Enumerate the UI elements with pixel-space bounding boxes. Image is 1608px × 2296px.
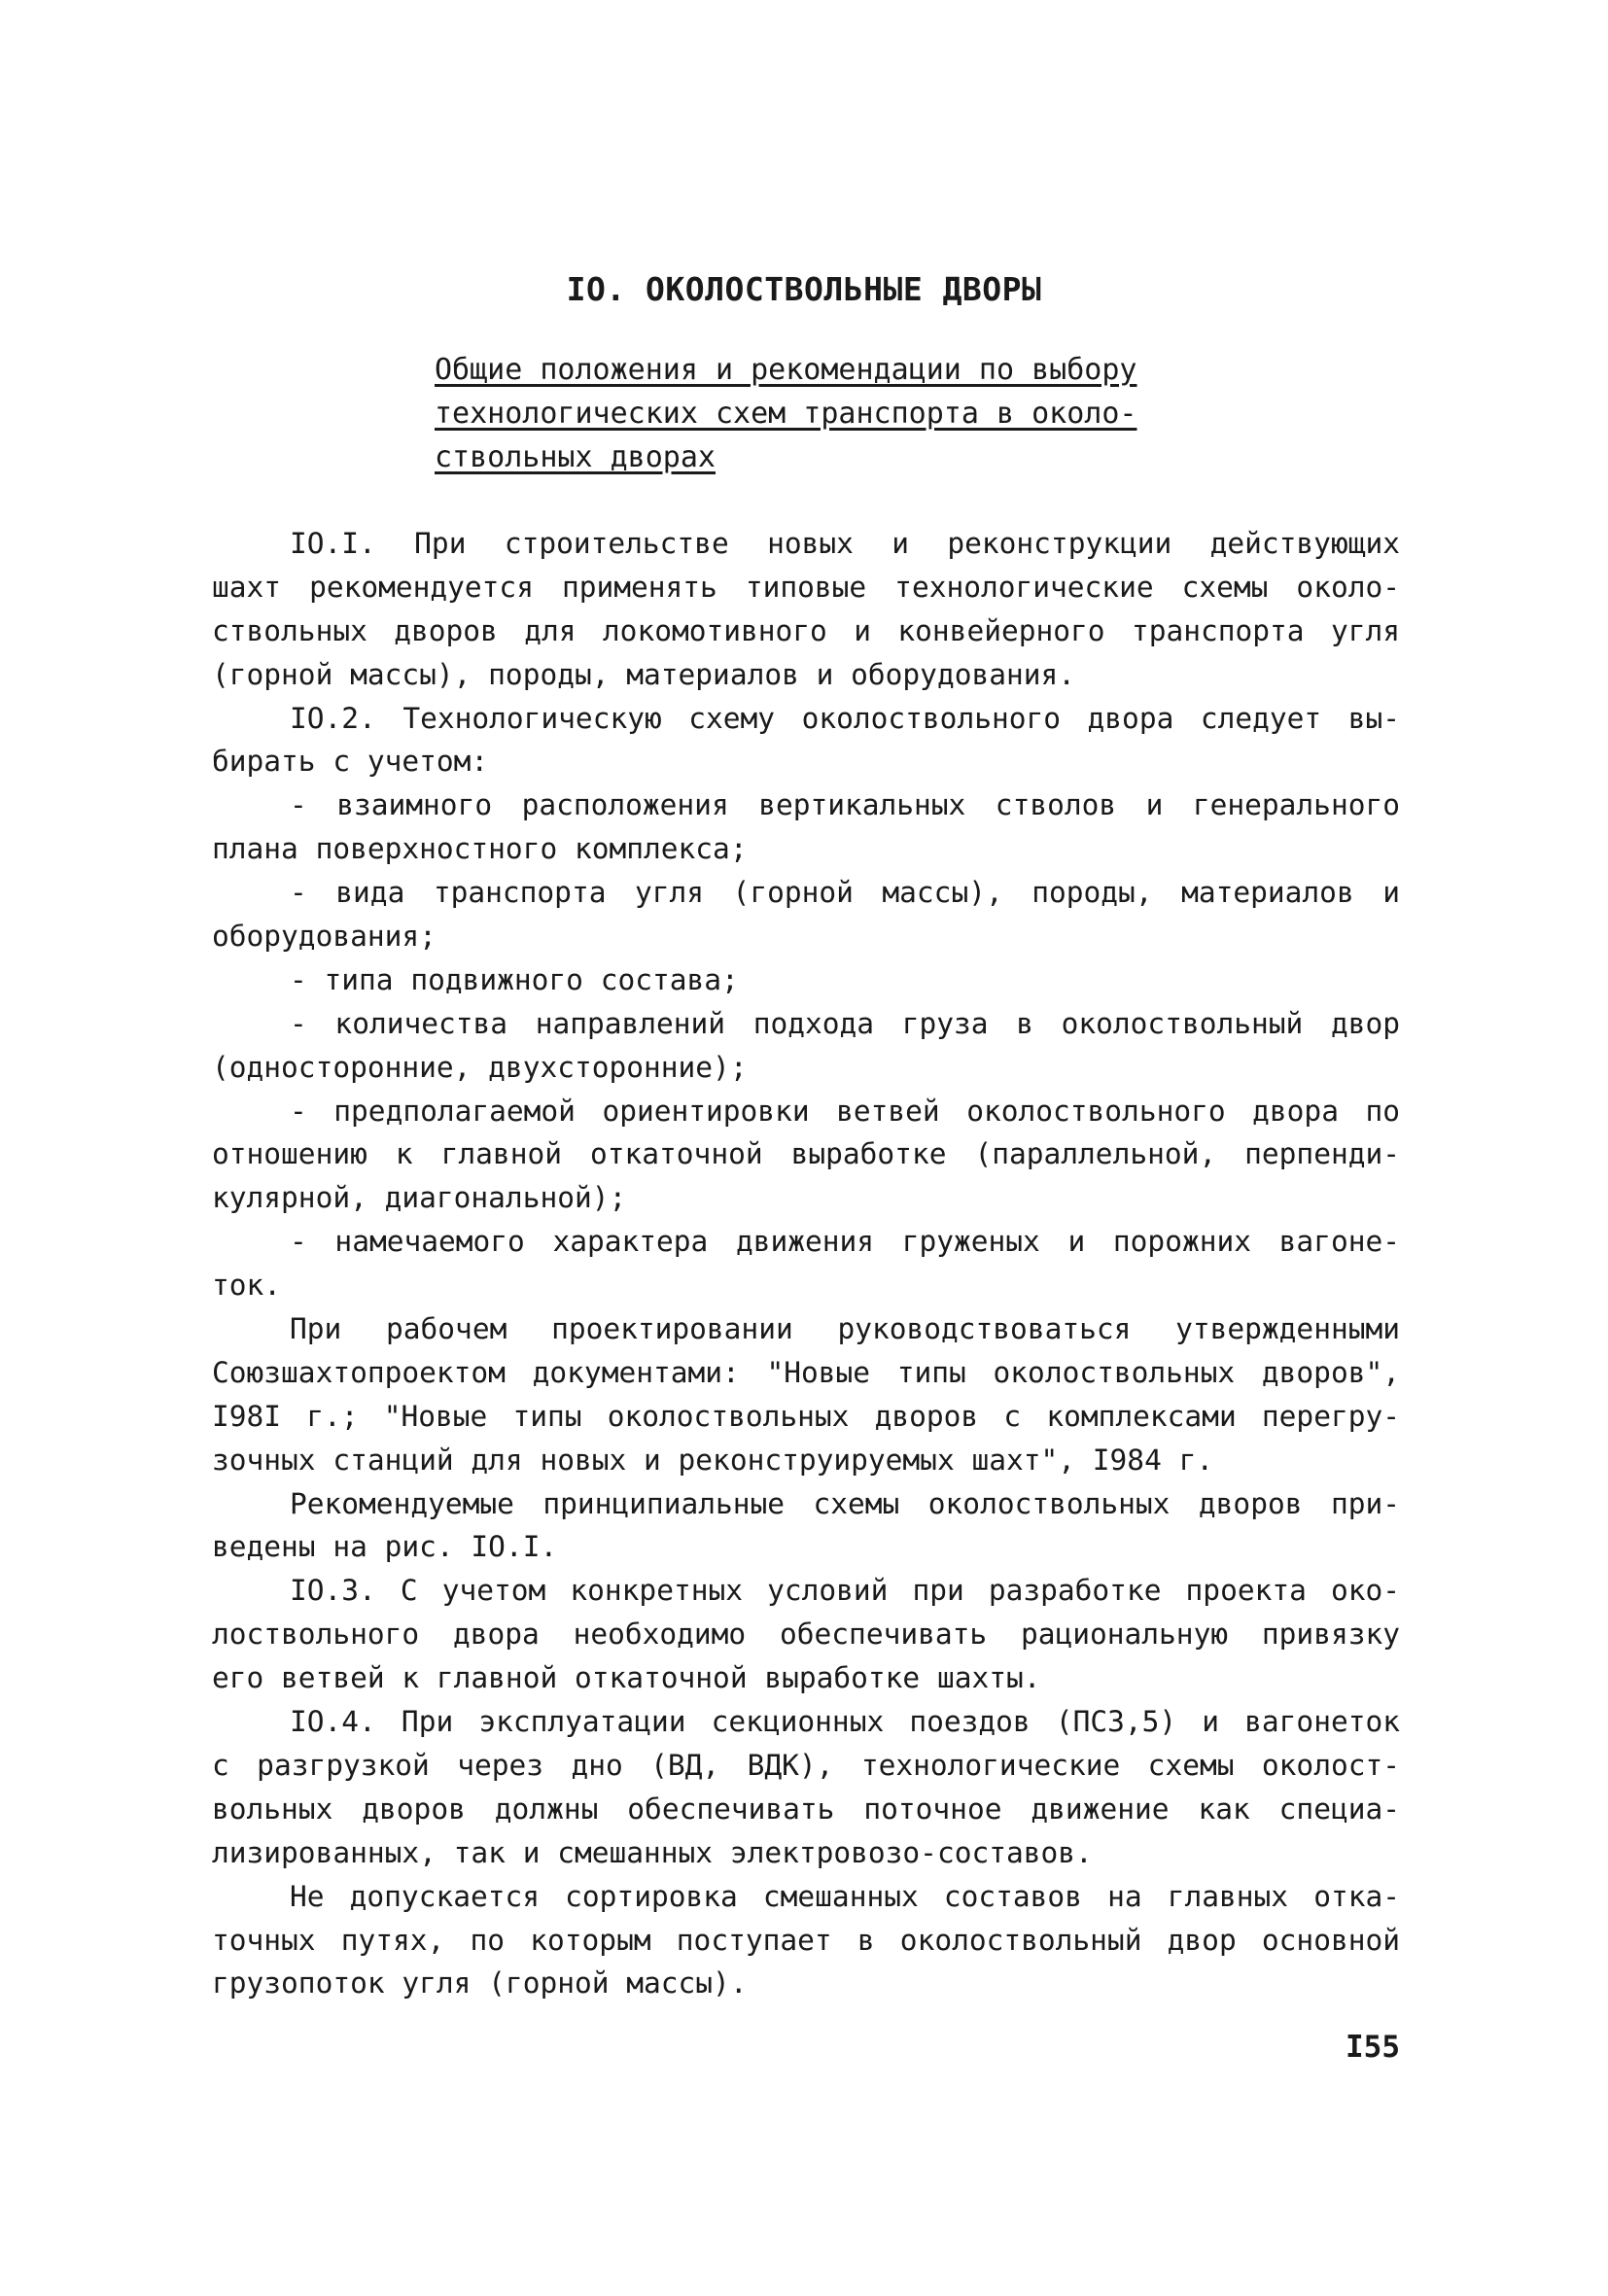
text-line: Рекомендуемые принципиальные схемы околоствольных дворов при- <box>290 1486 1400 1520</box>
text-line: точных путях, по которым поступает в околоствольный двор основной <box>212 1923 1400 1957</box>
text-line: с разгрузкой через дно (ВД, ВДК), технологические схемы околост- <box>212 1748 1400 1782</box>
text-line: лизированных, так и смешанных электровозо-составов. <box>212 1835 1093 1869</box>
text-line: бирать с учетом: <box>212 745 489 779</box>
text-line: (горной массы), породы, материалов и оборудования. <box>212 657 1076 691</box>
text-line: шахт рекомендуется применять типовые технологические схемы около- <box>212 570 1400 604</box>
list-item-line: - типа подвижного состава; <box>290 962 739 996</box>
list-item-line: плана поверхностного комплекса; <box>212 832 748 866</box>
text-line: IO.I. При строительстве новых и реконструкции действующих <box>290 527 1400 560</box>
text-line: Не допускается сортировка смешанных составов на главных отка- <box>290 1879 1400 1913</box>
text-line: ствольных дворов для локомотивного и конвейерного транспорта угля <box>212 613 1400 647</box>
text-line: ведены на рис. IO.I. <box>212 1530 558 1564</box>
page-number: I55 <box>1346 2030 1400 2065</box>
list-item-line: - вида транспорта угля (горной массы), породы, материалов и <box>290 876 1400 910</box>
list-item-line: - предполагаемой ориентировки ветвей околоствольного двора по <box>290 1094 1400 1128</box>
subsection-heading <box>435 348 1173 479</box>
subsection-heading-line: Общие положения и рекомендации по выбору <box>435 353 1137 387</box>
list-item-line: - количества направлений подхода груза в околоствольный двор <box>290 1006 1400 1040</box>
list-item-line: оборудования; <box>212 920 437 954</box>
text-line: При рабочем проектировании руководствоваться утвержденными <box>290 1312 1400 1346</box>
list-item-line: - взаимного расположения вертикальных стволов и генерального <box>290 788 1400 822</box>
text-line: I98I г.; "Новые типы околоствольных дворов с комплексами перегру- <box>212 1399 1400 1433</box>
text-line: IO.2. Технологическую схему околоствольного двора следует вы- <box>290 701 1400 735</box>
text-line: вольных дворов должны обеспечивать поточное движение как специа- <box>212 1792 1400 1826</box>
text-line: зочных станций для новых и реконструируемых шахт", I984 г. <box>212 1443 1214 1477</box>
list-item-line: кулярной, диагональной); <box>212 1181 627 1215</box>
section-title: IO. ОКОЛОСТВОЛЬНЫЕ ДВОРЫ <box>566 270 1042 308</box>
text-line: Союзшахтопроектом документами: "Новые типы околоствольных дворов", <box>212 1355 1400 1389</box>
text-line: грузопоток угля (горной массы). <box>212 1966 748 2000</box>
list-item-line: ток. <box>212 1269 282 1303</box>
text-line: лоствольного двора необходимо обеспечивать рациональную привязку <box>212 1618 1400 1652</box>
text-line: IO.3. С учетом конкретных условий при разработке проекта око- <box>290 1574 1400 1608</box>
subsection-heading-line: ствольных дворах <box>435 440 716 474</box>
list-item-line: - намечаемого характера движения груженых и порожних вагоне- <box>290 1225 1400 1259</box>
list-item-line: отношению к главной откаточной выработке (параллельной, перпенди- <box>212 1137 1400 1171</box>
body-text <box>212 522 1400 2005</box>
text-line: IO.4. При эксплуатации секционных поездов (ПС3,5) и вагонеток <box>290 1705 1400 1739</box>
subsection-heading-line: технологических схем транспорта в около- <box>435 397 1137 431</box>
text-line: его ветвей к главной откаточной выработке шахты. <box>212 1661 1041 1695</box>
list-item-line: (односторонние, двухсторонние); <box>212 1050 748 1084</box>
